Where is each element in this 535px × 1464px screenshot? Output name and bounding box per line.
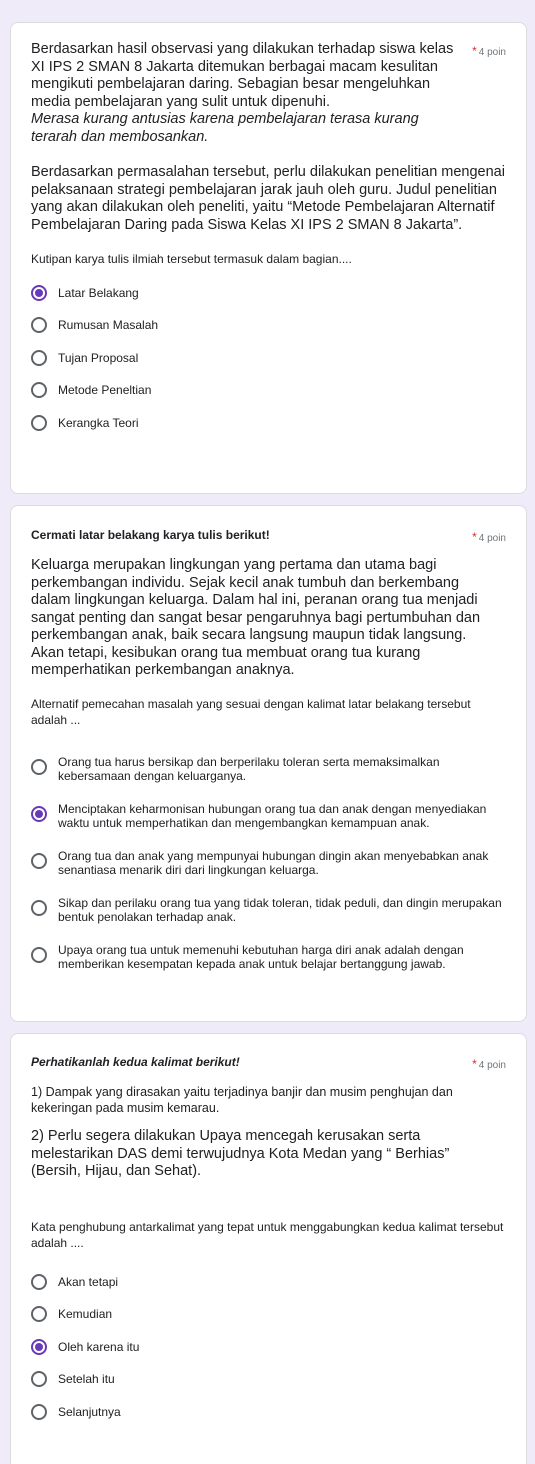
options-list (31, 1274, 506, 1436)
points-label (472, 44, 506, 58)
radio-selected[interactable] (31, 1339, 47, 1355)
radio-button[interactable] (31, 1371, 47, 1387)
radio-button[interactable] (31, 900, 47, 916)
option-label: Setelah itu (58, 1371, 115, 1386)
question-prompt: Kutipan karya tulis ilmiah tersebut termasuk dalam bagian.... (31, 252, 352, 266)
question-title: Cermati latar belakang karya tulis berikut! (31, 528, 270, 542)
points-label (472, 1057, 506, 1071)
option-label: Sikap dan perilaku orang tua yang tidak toleran, tidak peduli, dan dingin merupakan bentuk penolakan terhadap anak. (58, 895, 502, 924)
points-value: 4 poin (478, 533, 506, 544)
required-asterisk: * (472, 1057, 477, 1071)
option-setelah-itu[interactable] (31, 1371, 506, 1404)
option-5[interactable] (31, 942, 506, 982)
question-card-1 (10, 22, 527, 494)
option-label: Orang tua harus bersikap dan berperilaku toleran serta memaksimalkan kebersamaan dengan keluarganya. (58, 754, 440, 783)
sentence-2: 2) Perlu segera dilakukan Upaya mencegah kerusakan serta melestarikan DAS demi terwujudnya Kota Medan yang “ Berhias” (Bersih, Hijau, dan Sehat). (31, 1128, 450, 1179)
option-selanjutnya[interactable] (31, 1404, 506, 1436)
option-label: Latar Belakang (58, 286, 139, 300)
radio-selected[interactable] (31, 285, 47, 301)
points-label (472, 530, 506, 544)
question-passage: Keluarga merupakan lingkungan yang pertama dan utama bagi perkembangan individu. Sejak kecil anak tumbuh dan berkembang dalam lingkungan keluarga. Dalam hal ini, peranan orang tua menjadi sangat penting dan sangat besar pengaruhnya bagi pertumbuhan dan perkembangan anak, baik secara langsung maupun tidak langsung. Akan tetapi, kesibukan orang tua membuat orang tua kurang memperhatikan perkembangan anaknya. (31, 557, 481, 678)
option-kemudian[interactable] (31, 1306, 506, 1339)
question-text-paragraph-2: Berdasarkan permasalahan tersebut, perlu dilakukan penelitian mengenai pelaksanaan strategi pembelajaran jarak jauh oleh guru. Judul penelitian yang akan dilakukan oleh peneliti, yaitu “Metode Pembelajaran Alternatif Pembelajaran Daring pada Siswa Kelas XI IPS 2 SMAN 8 Jakarta”. (31, 164, 505, 233)
option-label: Upaya orang tua untuk memenuhi kebutuhan harga diri anak adalah dengan memberikan kesempatan kepada anak untuk belajar bertanggung jawab. (58, 942, 464, 971)
option-label: Menciptakan keharmonisan hubungan orang tua dan anak dengan menyediakan waktu untuk memperhatikan dan mengembangkan kemampuan anak. (58, 801, 487, 830)
required-asterisk: * (472, 44, 477, 58)
options-list (31, 285, 506, 447)
option-label: Oleh karena itu (58, 1339, 140, 1354)
points-value: 4 poin (478, 47, 506, 58)
option-label: Selanjutnya (58, 1404, 121, 1419)
question-prompt: Kata penghubung antarkalimat yang tepat untuk menggabungkan kedua kalimat tersebut adalah .... (31, 1219, 504, 1250)
option-kerangka-teori[interactable] (31, 415, 506, 447)
options-list (31, 754, 506, 982)
radio-button[interactable] (31, 759, 47, 775)
radio-button[interactable] (31, 853, 47, 869)
option-label: Kerangka Teori (58, 416, 139, 430)
radio-button[interactable] (31, 947, 47, 963)
option-label: Orang tua dan anak yang mempunyai hubungan dingin akan menyebabkan anak senantiasa menarik diri dari lingkungan keluarga. (58, 848, 489, 877)
radio-button[interactable] (31, 317, 47, 333)
option-metode-peneltian[interactable] (31, 382, 506, 415)
radio-button[interactable] (31, 415, 47, 431)
question-title: Perhatikanlah kedua kalimat berikut! (31, 1055, 240, 1069)
option-oleh-karena-itu[interactable] (31, 1339, 506, 1371)
question-card-3 (10, 1033, 527, 1464)
required-asterisk: * (472, 530, 477, 544)
sentence-1: 1) Dampak yang dirasakan yaitu terjadinya banjir dan musim penghujan dan kekeringan pada musim kemarau. (31, 1085, 453, 1115)
option-1[interactable] (31, 754, 506, 801)
option-akan-tetapi[interactable] (31, 1274, 506, 1306)
option-2[interactable] (31, 801, 506, 848)
question-card-2 (10, 505, 527, 1022)
radio-button[interactable] (31, 1306, 47, 1322)
radio-button[interactable] (31, 1274, 47, 1290)
radio-button[interactable] (31, 350, 47, 366)
option-latar-belakang[interactable] (31, 285, 506, 317)
option-rumusan-masalah[interactable] (31, 317, 506, 350)
radio-button[interactable] (31, 1404, 47, 1420)
option-label: Tujan Proposal (58, 351, 139, 365)
option-tujan-proposal[interactable] (31, 350, 506, 382)
question-text-italic: Merasa kurang antusias karena pembelajaran terasa kurang terarah dan membosankan. (31, 111, 419, 145)
option-label: Kemudian (58, 1306, 113, 1321)
points-value: 4 poin (478, 1060, 506, 1071)
option-label: Rumusan Masalah (58, 318, 159, 332)
radio-button[interactable] (31, 382, 47, 398)
radio-selected[interactable] (31, 806, 47, 822)
option-label: Metode Peneltian (58, 383, 152, 397)
question-text: Berdasarkan hasil observasi yang dilakukan terhadap siswa kelas XI IPS 2 SMAN 8 Jakarta ditemukan berbagai macam kesulitan mengikuti pembelajaran daring. Sebagian besar mengeluhkan media pembelajaran yang sulit untuk dipenuhi. (31, 41, 454, 110)
option-4[interactable] (31, 895, 506, 942)
question-prompt: Alternatif pemecahan masalah yang sesuai dengan kalimat latar belakang tersebut adalah ... (31, 696, 471, 727)
option-3[interactable] (31, 848, 506, 895)
option-label: Akan tetapi (58, 1274, 119, 1289)
